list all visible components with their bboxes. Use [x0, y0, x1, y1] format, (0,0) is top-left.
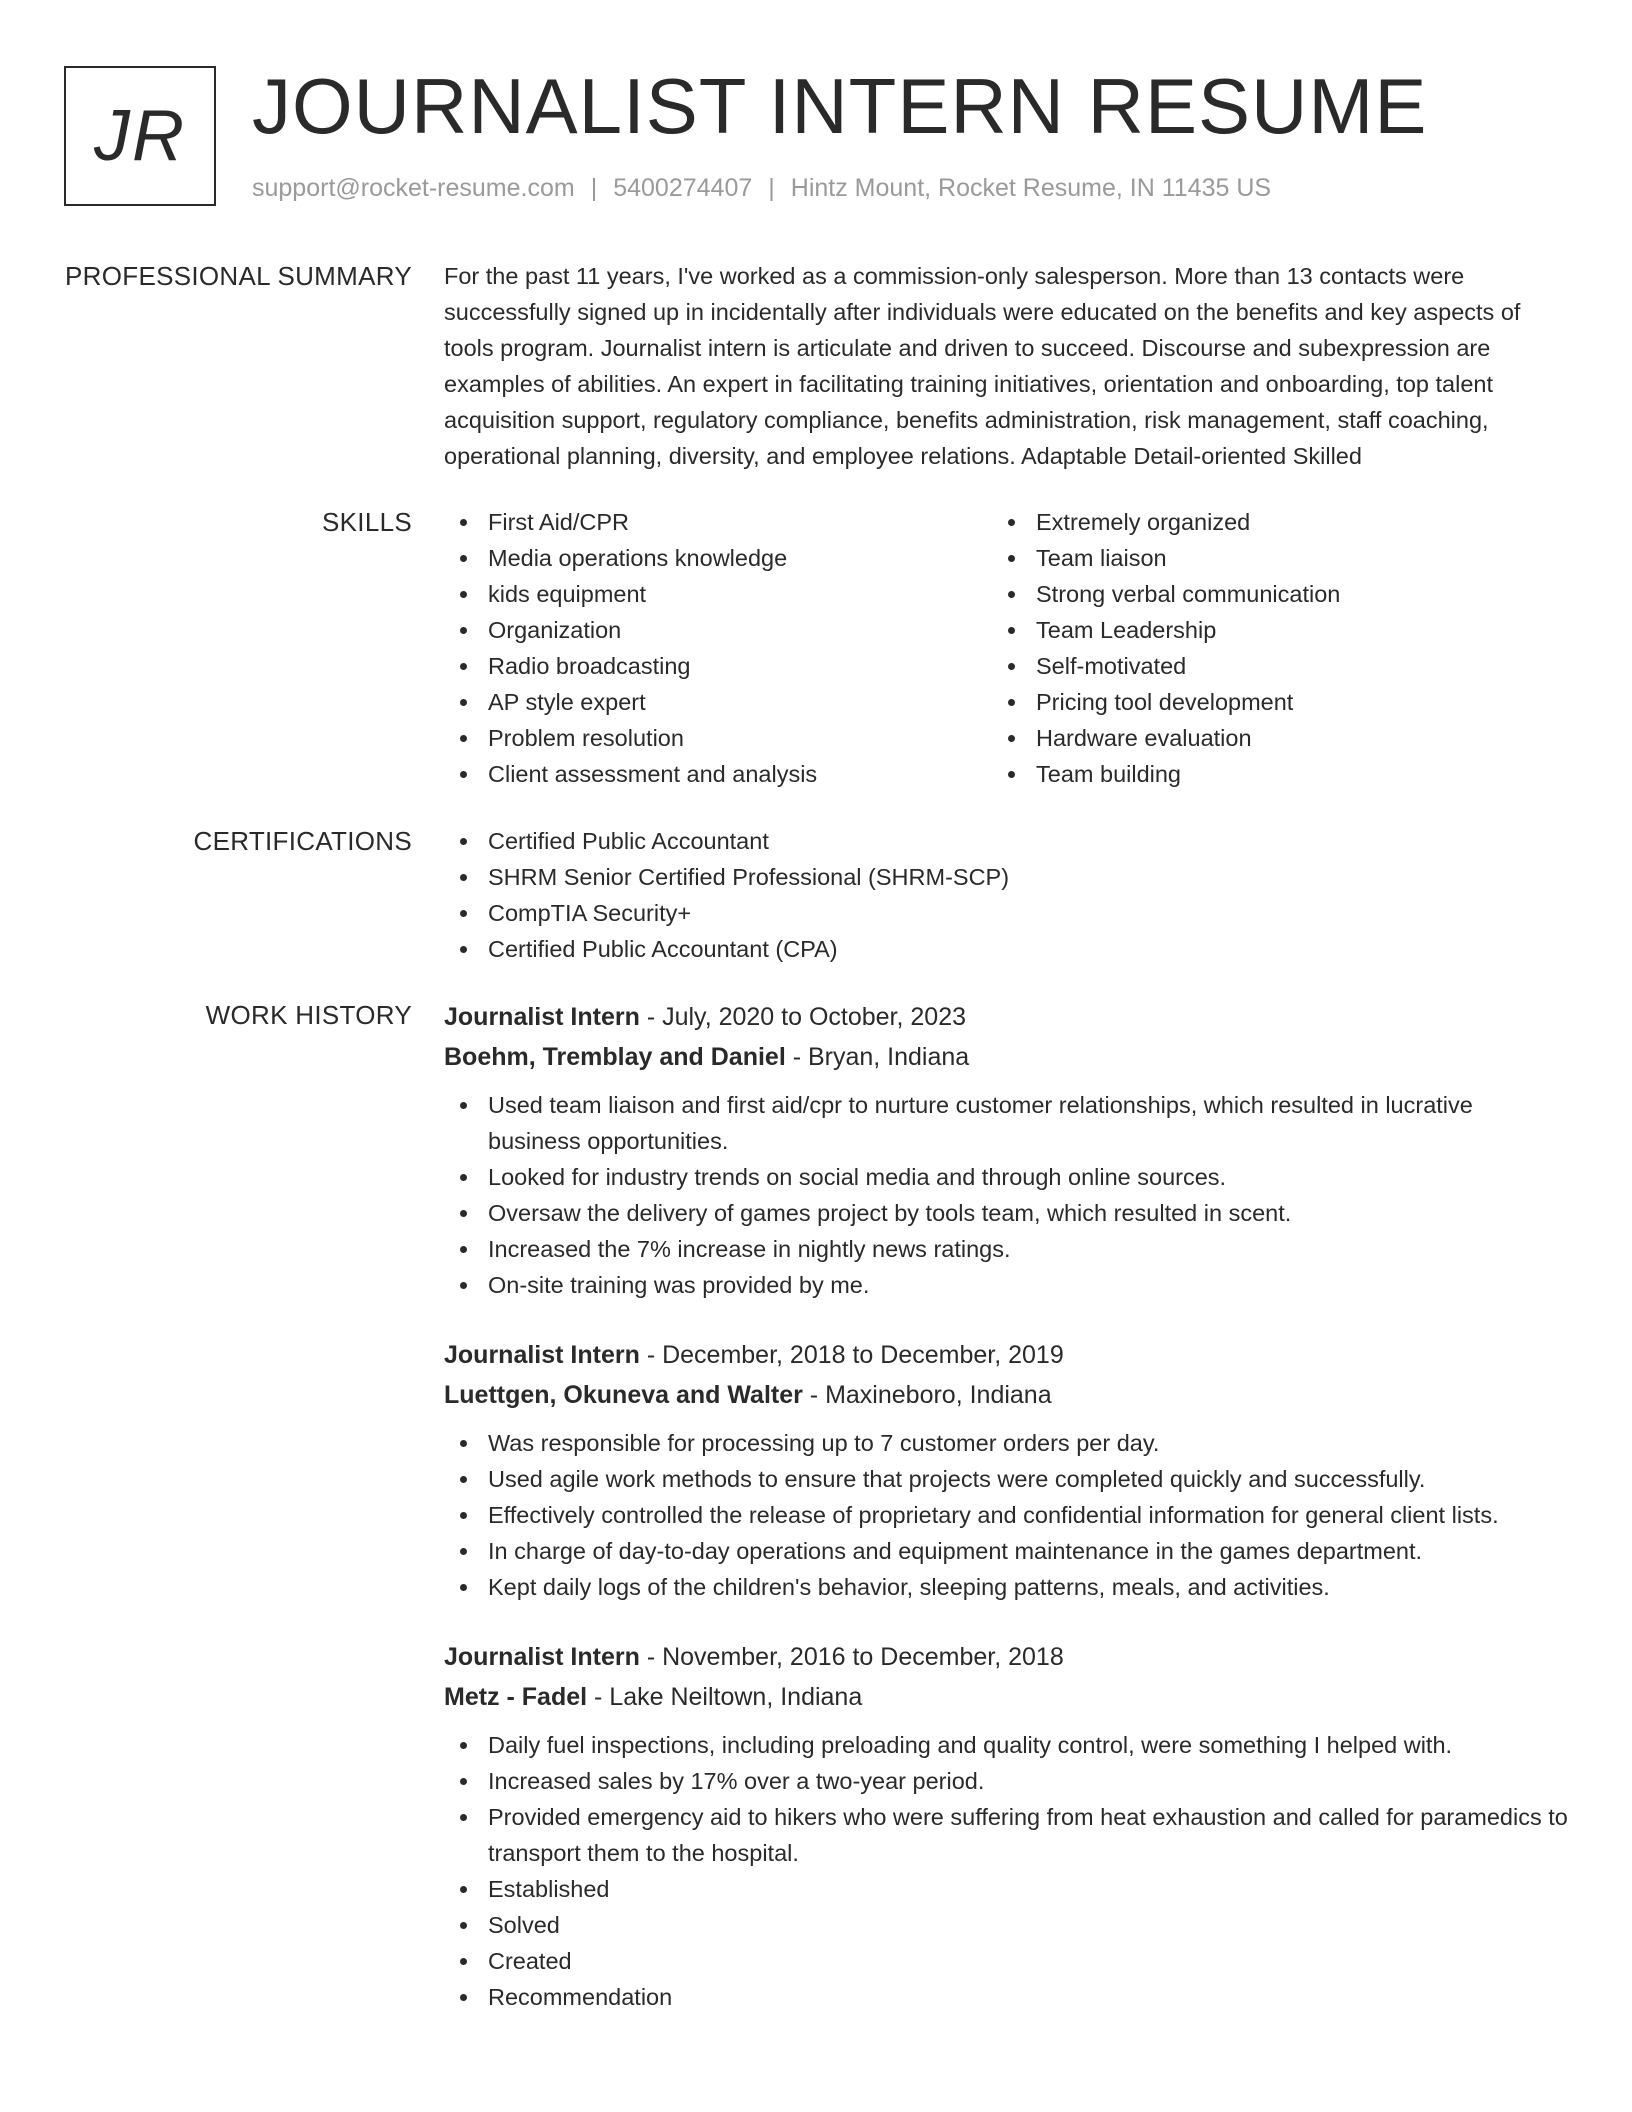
job-title: Journalist Intern — [444, 1643, 640, 1671]
job-duties-list — [444, 1727, 1568, 2015]
job-duty-item: Was responsible for processing up to 7 customer orders per day. — [444, 1425, 1568, 1461]
job-dates: - November, 2016 to December, 2018 — [639, 1643, 1064, 1671]
job-duty-item: Solved — [444, 1907, 1568, 1943]
section-label-certifications: CERTIFICATIONS — [193, 826, 412, 856]
job-duty-item: Used agile work methods to ensure that projects were completed quickly and successfully. — [444, 1461, 1568, 1497]
job-duty-item: Provided emergency aid to hikers who were suffering from heat exhaustion and called for paramedics to transport them to the hospital. — [444, 1799, 1568, 1871]
job-company: Boehm, Tremblay and Daniel — [444, 1043, 786, 1071]
certifications-body — [444, 823, 1568, 967]
job-title-line — [444, 997, 1568, 1037]
job-duty-item: Established — [444, 1871, 1568, 1907]
page-title: JOURNALIST INTERN RESUME — [252, 62, 1428, 150]
job-entry — [444, 1335, 1568, 1605]
contact-separator: | — [590, 174, 598, 202]
skill-item: Client assessment and analysis — [444, 756, 992, 792]
contact-address: Hintz Mount, Rocket Resume, IN 11435 US — [790, 174, 1272, 202]
skills-list-left — [444, 504, 992, 792]
job-duty-item: Kept daily logs of the children's behavior, sleeping patterns, meals, and activities. — [444, 1569, 1568, 1605]
resume-header — [64, 62, 1568, 216]
skill-item: Strong verbal communication — [992, 576, 1540, 612]
section-label-work-history: WORK HISTORY — [205, 1000, 412, 1030]
skill-item: AP style expert — [444, 684, 992, 720]
skill-item: Media operations knowledge — [444, 540, 992, 576]
job-location: - Bryan, Indiana — [785, 1043, 970, 1071]
contact-phone[interactable]: 5400274407 — [613, 174, 753, 202]
job-duty-item: Used team liaison and first aid/cpr to nurture customer relationships, which resulted in lucrative business opportunities. — [444, 1087, 1568, 1159]
certifications-list — [444, 823, 1568, 967]
summary-body — [444, 258, 1568, 474]
certification-item: Certified Public Accountant (CPA) — [444, 931, 1568, 967]
job-company: Metz - Fadel — [444, 1683, 588, 1711]
job-location: - Lake Neiltown, Indiana — [587, 1683, 863, 1711]
certification-item: CompTIA Security+ — [444, 895, 1568, 931]
skill-item: Hardware evaluation — [992, 720, 1540, 756]
job-entry — [444, 997, 1568, 1303]
contact-email[interactable]: support@rocket-resume.com — [252, 174, 575, 202]
job-company: Luettgen, Okuneva and Walter — [444, 1381, 803, 1409]
job-location: - Maxineboro, Indiana — [802, 1381, 1052, 1409]
job-title-line — [444, 1637, 1568, 1677]
job-company-line — [444, 1037, 1568, 1077]
work-history-body — [444, 997, 1568, 2047]
skill-item: Team Leadership — [992, 612, 1540, 648]
skill-item: Self-motivated — [992, 648, 1540, 684]
job-duty-item: Effectively controlled the release of proprietary and confidential information for general client lists. — [444, 1497, 1568, 1533]
job-duty-item: On-site training was provided by me. — [444, 1267, 1568, 1303]
job-duty-item: Oversaw the delivery of games project by tools team, which resulted in scent. — [444, 1195, 1568, 1231]
job-duty-item: Looked for industry trends on social media and through online sources. — [444, 1159, 1568, 1195]
job-title: Journalist Intern — [444, 1003, 640, 1031]
job-duty-item: Increased the 7% increase in nightly news ratings. — [444, 1231, 1568, 1267]
certification-item: SHRM Senior Certified Professional (SHRM-SCP) — [444, 859, 1568, 895]
job-title: Journalist Intern — [444, 1341, 640, 1369]
section-label-summary: PROFESSIONAL SUMMARY — [65, 261, 412, 291]
section-label-skills: SKILLS — [322, 507, 412, 537]
skill-item: Organization — [444, 612, 992, 648]
skill-item: Team liaison — [992, 540, 1540, 576]
contact-line — [252, 174, 1271, 203]
job-duty-item: In charge of day-to-day operations and equipment maintenance in the games department. — [444, 1533, 1568, 1569]
contact-separator: | — [768, 174, 775, 202]
summary-text: For the past 11 years, I've worked as a commission-only salesperson. More than 13 contacts were successfully signed up in incidentally after individuals were educated on the benefits and key aspects of tools program. Journalist intern is articulate and driven to succeed. Discourse and subexpression are examples of abilities. An expert in facilitating training initiatives, orientation and onboarding, top talent acquisition support, regulatory compliance, benefits administration, risk management, staff coaching, operational planning, diversity, and employee relations. Adaptable Detail-oriented Skilled — [444, 263, 1521, 469]
skills-list-right — [992, 504, 1540, 792]
skill-item: Pricing tool development — [992, 684, 1540, 720]
job-duties-list — [444, 1425, 1568, 1605]
skill-item: Problem resolution — [444, 720, 992, 756]
job-duty-item: Increased sales by 17% over a two-year period. — [444, 1763, 1568, 1799]
monogram-badge: JR — [64, 66, 216, 206]
job-duty-item: Recommendation — [444, 1979, 1568, 2015]
job-title-line — [444, 1335, 1568, 1375]
job-duty-item: Created — [444, 1943, 1568, 1979]
certification-item: Certified Public Accountant — [444, 823, 1568, 859]
skills-body — [444, 504, 1568, 792]
skill-item: kids equipment — [444, 576, 992, 612]
job-dates: - December, 2018 to December, 2019 — [639, 1341, 1064, 1369]
skill-item: Team building — [992, 756, 1540, 792]
job-dates: - July, 2020 to October, 2023 — [639, 1003, 966, 1031]
job-company-line — [444, 1375, 1568, 1415]
skill-item: Extremely organized — [992, 504, 1540, 540]
skill-item: Radio broadcasting — [444, 648, 992, 684]
job-duty-item: Daily fuel inspections, including preloading and quality control, were something I helped with. — [444, 1727, 1568, 1763]
job-company-line — [444, 1677, 1568, 1717]
skill-item: First Aid/CPR — [444, 504, 992, 540]
job-entry — [444, 1637, 1568, 2015]
job-duties-list — [444, 1087, 1568, 1303]
